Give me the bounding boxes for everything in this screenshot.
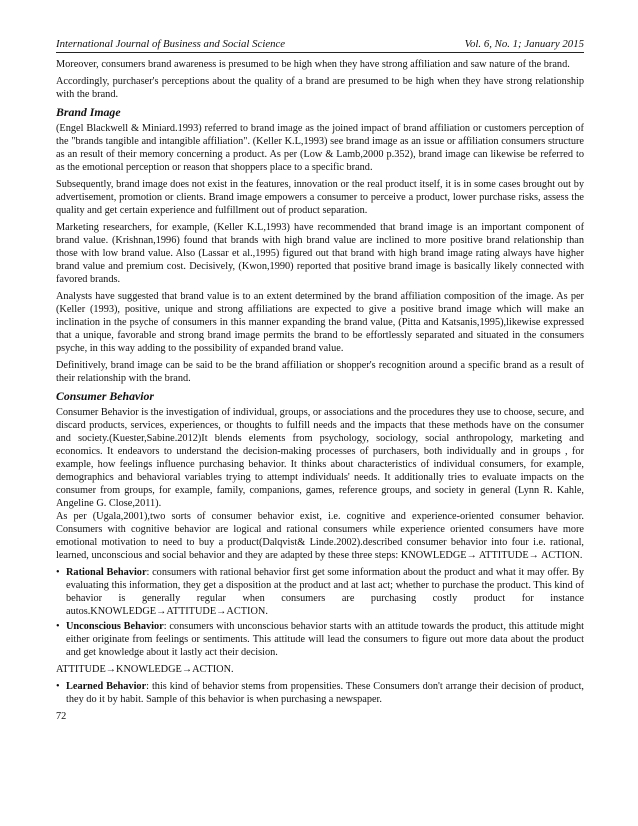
body-paragraph: Subsequently, brand image does not exist in the features, innovation or the real product itself, it is in some cases brought out by advertisement, promotion or clients. Brand image empowers a consumer to perceive a product, lower purchase risks, assess the quality and get certain experience and fulfillment out of product separation. xyxy=(56,179,584,216)
bullet-glyph: • xyxy=(56,567,60,578)
journal-page xyxy=(56,38,584,723)
bullet-glyph: • xyxy=(56,621,60,632)
issue-info: Vol. 6, No. 1; January 2015 xyxy=(464,38,584,50)
section-heading-brand-image: Brand Image xyxy=(56,105,121,119)
list-item-term: Rational Behavior xyxy=(66,567,147,578)
list-item xyxy=(56,680,584,706)
section-heading-consumer-behavior: Consumer Behavior xyxy=(56,389,154,403)
running-header xyxy=(56,38,584,53)
body-paragraph: Definitively, brand image can be said to be the brand affiliation or shopper's recognition around a specific brand as a result of their relationship with the brand. xyxy=(56,360,584,384)
list-item-text: : consumers with rational behavior first get some information about the product and what it may offer. By evaluating this information, they get a disposition at the product and at last act; whether to purchase the product. This kind of behavior is generally regular when consumers are purchasing costly product for instance autos.KNOWLEDGE→ATTITUDE→ACTION. xyxy=(66,567,585,617)
list-item-term: Learned Behavior xyxy=(66,681,147,692)
behavior-list xyxy=(56,566,584,659)
list-item-term: Unconscious Behavior xyxy=(66,621,164,632)
body-paragraph: (Engel Blackwell & Miniard.1993) referred to brand image as the joined impact of brand affiliation or customers perception of the "brands tangible and intangible affiliation". (Keller K.L,1993) see brand image as an issue or affiliation consumers structure as an result of their memory concerning a product. As per (Low & Lamb,2000 p.352), brand image can likewise be referred to as the emotional perception or reason that shoppers place to a specific brand. xyxy=(56,123,584,173)
body-paragraph: Analysts have suggested that brand value is to an extent determined by the brand affiliation composition of the image. As per (Keller (1993), positive, unique and strong affiliations are expected to give a positive brand image which will make an inclination in the psyche of consumers in this manner expanding the brand value, (Pitta and Katsanis,1995),likewise expressed that a unique, favorable and strong brand image permits the brand to be effortlessly separated and situated in the consumers psyche, in this way adding to the possibility of expanded brand value. xyxy=(56,291,584,354)
bullet-glyph: • xyxy=(56,681,60,692)
list-item-text: : this kind of behavior stems from propensities. These Consumers don't arrange their decision of product, they do it by habit. Sample of this behavior is when purchasing a newspaper. xyxy=(66,681,585,705)
body-paragraph: Consumer Behavior is the investigation of individual, groups, or associations and the procedures they use to choose, secure, and discard products, services, experiences, or thoughts to fulfill needs and the impacts that these methods have on the consumer and society.(Kuester,Sabine.2012)It blends elements from psychology, sociology, social anthropology, marketing and economics. It endeavors to understand the decision-making processes of purchasers, both individually and in groups , for example, how feelings influence purchasing behavior. It thinks about characteristics of individual consumers, for example, demographics and behavioral variables trying to attempt individuals' needs. It additionally tries to evaluate impacts on the consumer from groups, for example, family, companions, games, reference groups, and society in general (Lynn R. Kahle, Angeline G. Close,2011). xyxy=(56,407,584,509)
page-number: 72 xyxy=(56,711,67,722)
intro-paragraph: Accordingly, purchaser's perceptions about the quality of a brand are presumed to be high when they have strong relationship with the brand. xyxy=(56,76,584,100)
behavior-list xyxy=(56,680,584,706)
body-paragraph: As per (Ugala,2001),two sorts of consumer behavior exist, i.e. cognitive and experience-oriented consumer behavior. Consumers with cognitive behavior are logical and rational consumers while experience oriented consumers have more emotional motivation to need to buy a product(Dalqvist& Linde.2002).described consumer behavior into four i.e. rational, learned, unconscious and social behavior and they are adapted by these three steps: KNOWLEDGE→ ATTITUDE→ ACTION. xyxy=(56,511,584,561)
list-item-text: : consumers with unconscious behavior starts with an attitude towards the product, this attitude might either originate from feelings or sentiments. This attitude will lead the consumers to figure out more data about the product and get knowledge about it lastly act their decision. xyxy=(66,621,585,658)
intro-paragraph: Moreover, consumers brand awareness is presumed to be high when they have strong affiliation and saw nature of the brand. xyxy=(56,59,570,70)
body-paragraph: Marketing researchers, for example, (Keller K.L,1993) have recommended that brand image is an important component of brand value. (Krishnan,1996) found that brands with high brand value are inclined to more positive brand relationship than those with low brand value. Also (Lassar et al.,1995) figured out that brand with high brand image rating always have higher brand value and premium cost. Decisively, (Kwon,1990) reported that positive brand image is basically likely connected with favored brands. xyxy=(56,222,584,285)
list-item xyxy=(56,566,584,618)
sequence-line: ATTITUDE→KNOWLEDGE→ACTION. xyxy=(56,664,234,675)
journal-name: International Journal of Business and Social Science xyxy=(56,38,286,50)
list-item xyxy=(56,620,584,659)
